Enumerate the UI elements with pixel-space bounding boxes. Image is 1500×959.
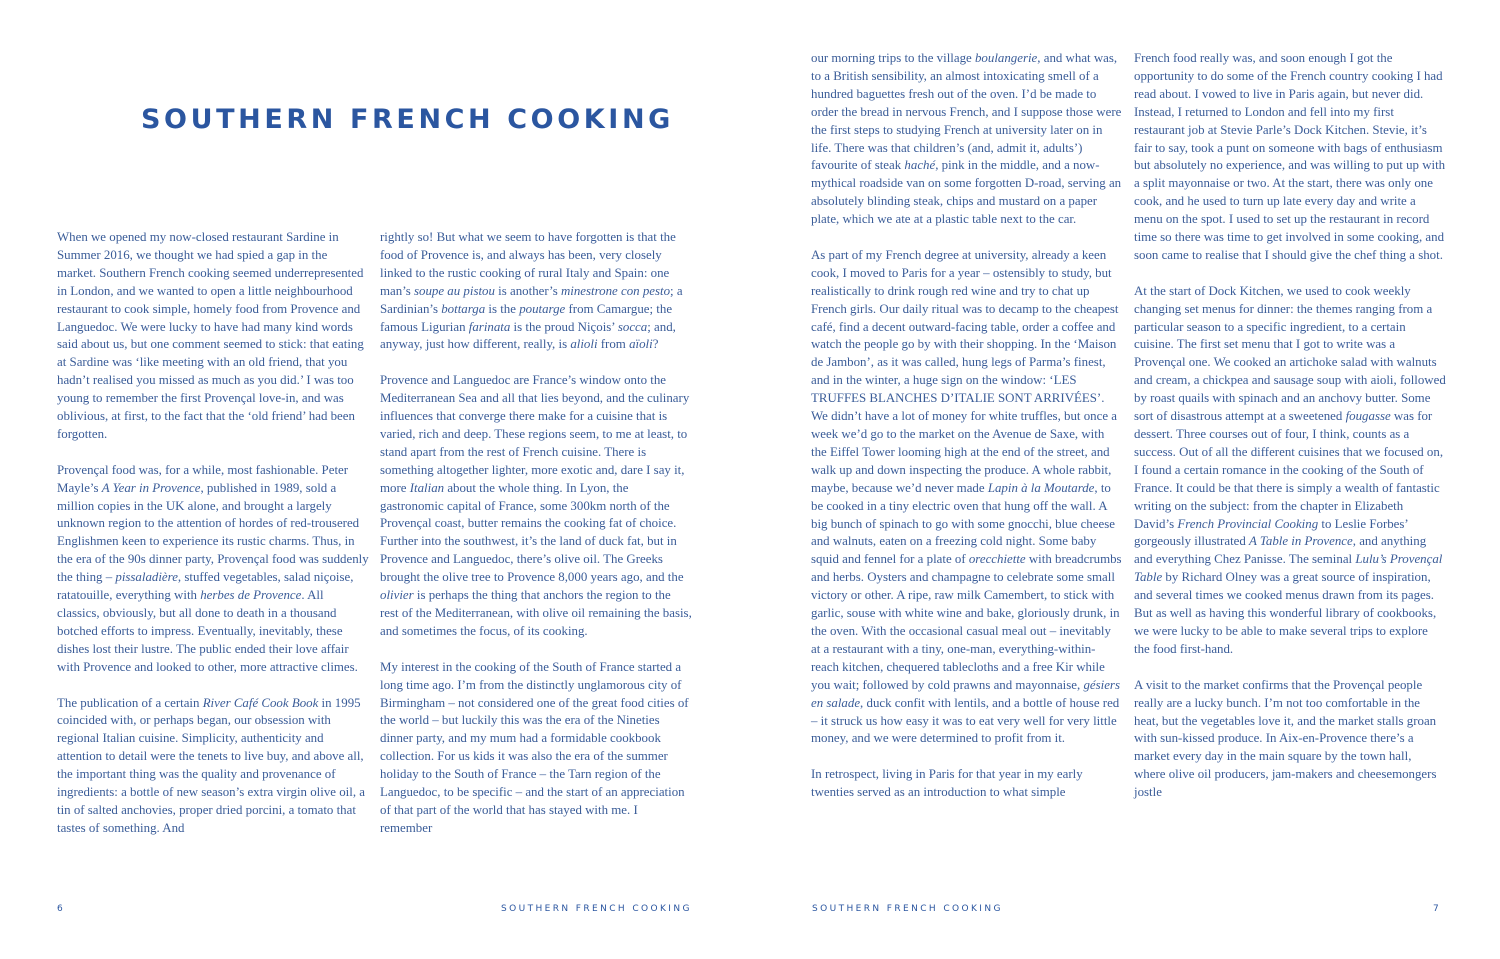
text-column-1	[57, 229, 369, 838]
paragraph: In retrospect, living in Paris for that year in my early twenties served as an introduction to what simple	[811, 767, 1083, 800]
paragraph: rightly so! But what we seem to have forgotten is that the food of Provence is, and always has been, very closely linked to the rustic cooking of rural Italy and Spain: one man’s soupe au pistou is another’s minestrone con pesto; a Sardinian’s bottarga is the poutarge from Camargue; the famous Ligurian farinata is the proud Niçois’ socca; and, anyway, just how different, really, is alioli from aïoli?	[380, 230, 683, 352]
text-column-2	[380, 229, 692, 838]
text-column-4	[1134, 50, 1446, 802]
paragraph: When we opened my now-closed restaurant Sardine in Summer 2016, we thought we had spied a gap in the market. Southern French cooking seemed underrepresented in London, and we wanted to open a little neighbourhood restaurant to cook simple, homely food from Provence and Languedoc. We were lucky to have had many kind words said about us, but one comment seemed to stick: that eating at Sardine was ‘like meeting with an old friend, that you hadn’t realised you missed as much as you did.’ I was too young to remember the first Provençal love-in, and was oblivious, at first, to the fact that the ‘old friend’ had been forgotten.	[57, 230, 364, 441]
paragraph: At the start of Dock Kitchen, we used to cook weekly changing set menus for dinner: the themes ranging from a particular season to a specific ingredient, to a certain cuisine. The first set menu that I got to write was a Provençal one. We cooked an artichoke salad with walnuts and cream, a chickpea and sausage soup with aioli, followed by roast quails with spinach and an anchovy butter. Some sort of disastrous attempt at a sweetened fougasse was for dessert. Three courses out of four, I think, counts as a success. Out of all the different cuisines that we focused on, I found a certain romance in the cooking of the South of France. It could be that there is simply a wealth of fantastic writing on the subject: from the chapter in Elizabeth David’s French Provincial Cooking to Leslie Forbes’ gorgeously illustrated A Table in Provence, and anything and everything Chez Panisse. The seminal Lulu’s Provençal Table by Richard Olney was a great source of inspiration, and several times we cooked menus drawn from its pages. But as well as having this wonderful library of cookbooks, we were lucky to be able to make several trips to explore the food first-hand.	[1134, 283, 1446, 656]
paragraph: As part of my French degree at university, already a keen cook, I moved to Paris for a year – ostensibly to study, but realistically to drink rough red wine and try to chat up French girls. Our daily ritual was to decamp to the cheapest café, find a decent outward-facing table, order a coffee and watch the people go by with their shopping. In the ‘Maison de Jambon’, as it was called, hung legs of Parma’s finest, and in the winter, a huge sign on the window: ‘LES TRUFFES BLANCHES D’ITALIE SONT ARRIVÉES’. We didn’t have a lot of money for white truffles, but once a week we’d go to the market on the Avenue de Saxe, with the Eiffel Tower looming high at the end of the street, and walk up and down inspecting the produce. A whole rabbit, maybe, because we’d never made Lapin à la Moutarde, to be cooked in a tiny electric oven that hung off the wall. A big bunch of spinach to go with some gnocchi, blue cheese and walnuts, eaten on a freezing cold night. Some baby squid and fennel for a plate of orecchiette with breadcrumbs and herbs. Oysters and champagne to celebrate some small victory or other. A ripe, raw milk Camembert, to stick with garlic, souse with white wine and bake, gloriously drunk, in the oven. With the occasional casual meal out – inevitably at a restaurant with a tiny, one-man, everything-within-reach kitchen, chequered tablecloths and a free Kir while you wait; followed by cold prawns and mayonnaise, gésiers en salade, duck confit with lentils, and a bottle of house red – it struck us how easy it was to eat very well for very little money, and we were determined to profit from it.	[811, 247, 1122, 746]
page-number-left: 6	[57, 904, 66, 914]
paragraph: A visit to the market confirms that the Provençal people really are a lucky bunch. I’m not too comfortable in the heat, but the vegetables love it, and the market stalls groan with sun-kissed produce. In Aix-en-Provence there’s a market every day in the main square by the town hall, where olive oil producers, jam-makers and cheesemongers jostle	[1134, 677, 1437, 800]
running-head-left: SOUTHERN FRENCH COOKING	[501, 904, 692, 914]
paragraph: The publication of a certain River Café Cook Book in 1995 coincided with, or perhaps began, our obsession with regional Italian cuisine. Simplicity, authenticity and attention to detail were the tenets to live buy, and above all, the important thing was the quality and provenance of ingredients: a bottle of new season’s extra virgin olive oil, a tin of salted anchovies, proper dried porcini, a tomato that tastes of something. And	[57, 695, 365, 835]
page-title: SOUTHERN FRENCH COOKING	[141, 104, 674, 135]
paragraph: our morning trips to the village boulangerie, and what was, to a British sensibility, an almost intoxicating smell of a hundred baguettes fresh out of the oven. I’d be made to order the bread in nervous French, and I suppose those were the first steps to studying French at university later on in life. There was that children’s (and, admit it, adults’) favourite of steak haché, pink in the middle, and a now-mythical roadside van on some forgotten D-road, serving an absolutely blinding steak, chips and mustard on a paper plate, which we ate at a plastic table next to the car.	[811, 51, 1122, 227]
running-head-right: SOUTHERN FRENCH COOKING	[812, 904, 1003, 914]
paragraph: Provençal food was, for a while, most fashionable. Peter Mayle’s A Year in Provence, published in 1989, sold a million copies in the UK alone, and brought a largely unknown region to the attention of hordes of red-trousered Englishmen keen to experience its rustic charms. Thus, in the era of the 90s dinner party, Provençal food was suddenly the thing – pissaladière, stuffed vegetables, salad niçoise, ratatouille, everything with herbes de Provence. All classics, obviously, but all done to death in a thousand botched efforts to impress. Eventually, inevitably, these dishes lost their lustre. The public ended their love affair with Provence and looked to other, more attractive climes.	[57, 462, 369, 674]
paragraph: My interest in the cooking of the South of France started a long time ago. I’m from the distinctly unglamorous city of Birmingham – not considered one of the great food cities of the world – but luckily this was the era of the Nineties dinner party, and my mum had a formidable cookbook collection. For us kids it was also the era of the summer holiday to the South of France – the Tarn region of the Languedoc, to be specific – and the start of an appreciation of that part of the world that has stayed with me. I remember	[380, 659, 689, 835]
text-column-3	[811, 50, 1123, 802]
paragraph: Provence and Languedoc are France’s window onto the Mediterranean Sea and all that lies beyond, and the culinary influences that converge there make for a cuisine that is varied, rich and deep. These regions seem, to me at least, to stand apart from the rest of French cuisine. There is something altogether lighter, more exotic and, dare I say it, more Italian about the whole thing. In Lyon, the gastronomic capital of France, some 300km north of the Provençal coast, butter remains the cooking fat of choice. Further into the southwest, it’s the land of duck fat, but in Provence and Languedoc, there’s olive oil. The Greeks brought the olive tree to Provence 8,000 years ago, and the olivier is perhaps the thing that anchors the region to the rest of the Mediterranean, with olive oil remaining the basis, and sometimes the focus, of its cooking.	[380, 373, 692, 638]
paragraph: French food really was, and soon enough I got the opportunity to do some of the French country cooking I had read about. I vowed to live in Paris again, but never did. Instead, I returned to London and fell into my first restaurant job at Stevie Parle’s Dock Kitchen. Stevie, it’s fair to say, took a punt on someone with bags of enthusiasm but absolutely no experience, and was willing to put up with a split mayonnaise or two. At the start, there was only one cook, and he used to turn up late every day and write a menu on the spot. I used to set up the restaurant in record time so there was time to get involved in some cooking, and soon came to realise that I should give the chef thing a shot.	[1134, 51, 1446, 262]
page-number-right: 7	[1433, 904, 1442, 914]
